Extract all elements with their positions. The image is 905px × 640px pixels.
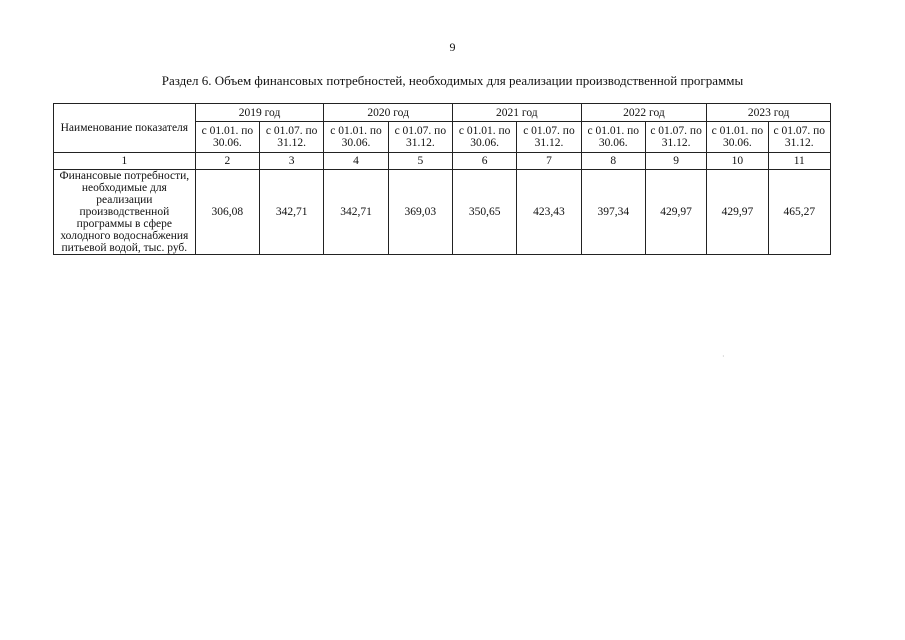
period-header: с 01.07. по 31.12. bbox=[517, 122, 581, 153]
table-row bbox=[54, 170, 831, 255]
value-cell: 397,34 bbox=[581, 170, 645, 255]
period-header: с 01.01. по 30.06. bbox=[452, 122, 516, 153]
year-header-row bbox=[54, 104, 831, 122]
period-header: с 01.07. по 31.12. bbox=[260, 122, 324, 153]
column-number: 11 bbox=[768, 153, 830, 170]
period-header: с 01.07. по 31.12. bbox=[388, 122, 452, 153]
period-header: с 01.07. по 31.12. bbox=[645, 122, 706, 153]
column-number: 3 bbox=[260, 153, 324, 170]
period-header: с 01.01. по 30.06. bbox=[581, 122, 645, 153]
column-number: 2 bbox=[195, 153, 259, 170]
year-header: 2021 год bbox=[452, 104, 581, 122]
value-cell: 306,08 bbox=[195, 170, 259, 255]
column-number: 10 bbox=[707, 153, 768, 170]
column-number: 1 bbox=[54, 153, 196, 170]
value-cell: 369,03 bbox=[388, 170, 452, 255]
row-label: Финансовые потребности, необходимые для реализации производственной программы в сфере холодного водоснабжения питьевой водой, тыс. руб. bbox=[54, 170, 196, 255]
period-header: с 01.07. по 31.12. bbox=[768, 122, 830, 153]
value-cell: 350,65 bbox=[452, 170, 516, 255]
value-cell: 429,97 bbox=[707, 170, 768, 255]
page-number: 9 bbox=[449, 40, 456, 54]
section-title: Раздел 6. Объем финансовых потребностей, необходимых для реализации производственной программы bbox=[161, 73, 744, 88]
year-header: 2022 год bbox=[581, 104, 707, 122]
financial-needs-table bbox=[53, 103, 831, 255]
scan-speck: · bbox=[722, 352, 725, 361]
period-header: с 01.01. по 30.06. bbox=[324, 122, 388, 153]
value-cell: 342,71 bbox=[324, 170, 388, 255]
value-cell: 429,97 bbox=[645, 170, 706, 255]
period-header: с 01.01. по 30.06. bbox=[707, 122, 768, 153]
column-number: 4 bbox=[324, 153, 388, 170]
column-number: 7 bbox=[517, 153, 581, 170]
column-number: 6 bbox=[452, 153, 516, 170]
column-number: 5 bbox=[388, 153, 452, 170]
period-header: с 01.01. по 30.06. bbox=[195, 122, 259, 153]
column-number: 9 bbox=[645, 153, 706, 170]
column-number: 8 bbox=[581, 153, 645, 170]
column-number-row bbox=[54, 153, 831, 170]
value-cell: 342,71 bbox=[260, 170, 324, 255]
year-header: 2020 год bbox=[324, 104, 453, 122]
value-cell: 465,27 bbox=[768, 170, 830, 255]
name-column-header: Наименование показателя bbox=[54, 104, 196, 153]
year-header: 2019 год bbox=[195, 104, 324, 122]
year-header: 2023 год bbox=[707, 104, 831, 122]
value-cell: 423,43 bbox=[517, 170, 581, 255]
